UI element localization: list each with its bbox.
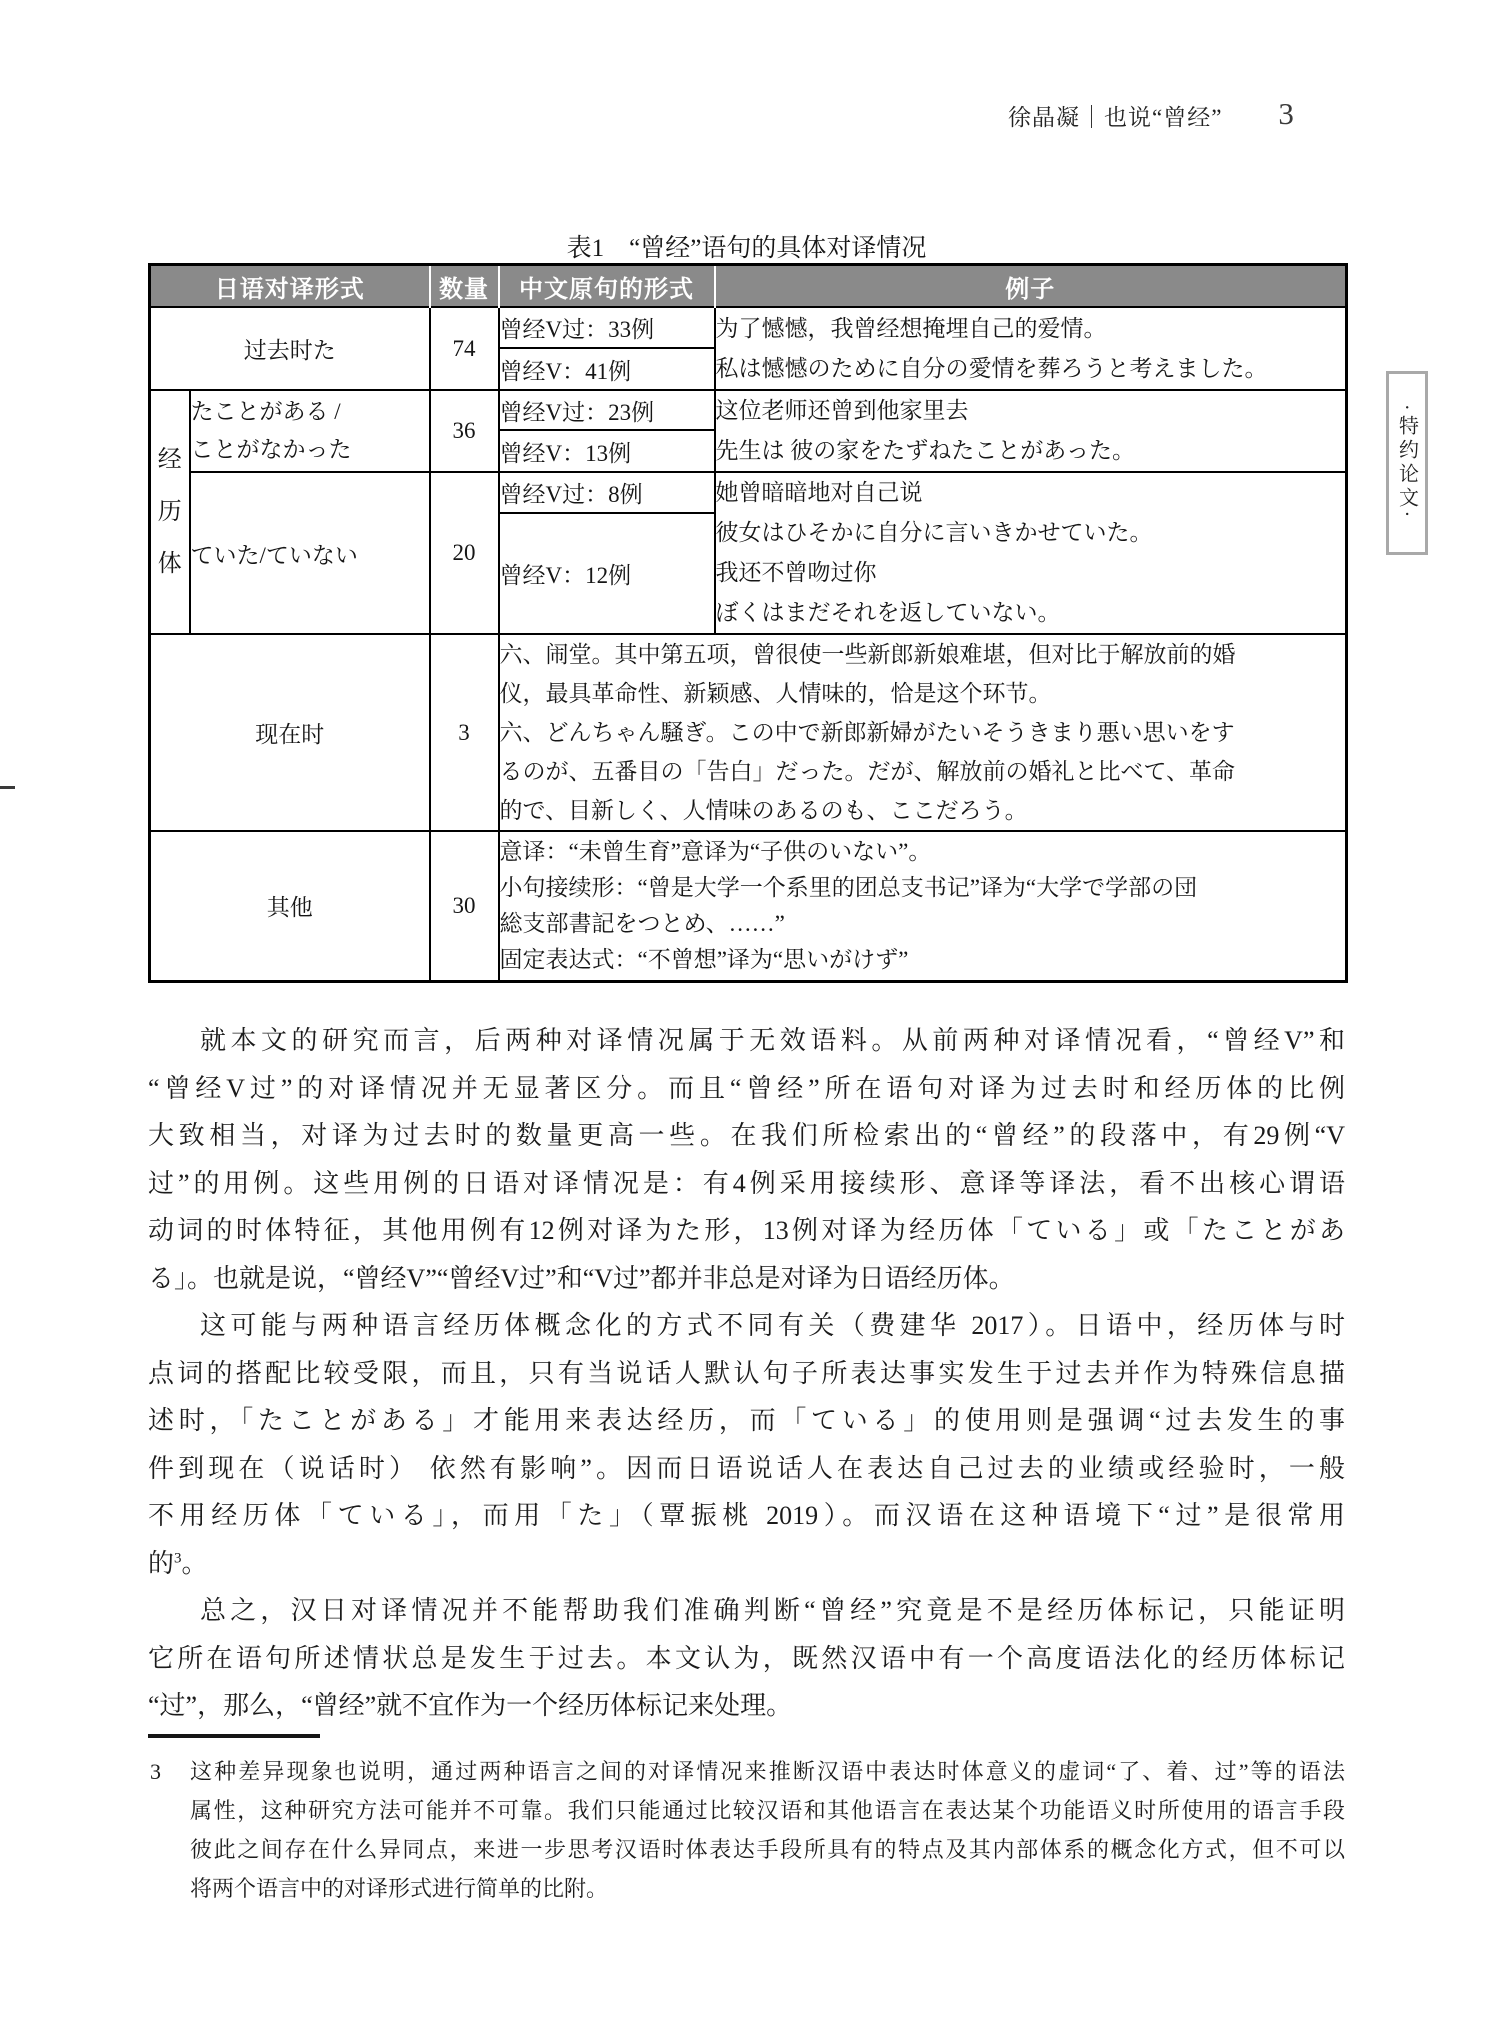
table-caption: 表1 “曾经”语句的具体对译情况 xyxy=(566,235,927,262)
group-char: 经 xyxy=(157,447,182,473)
body-line: “过”，那么，“曾经”就不宜作为一个经历体标记来处理。 xyxy=(148,1691,793,1720)
cell-r1-count: 74 xyxy=(430,307,499,390)
cell-r1-examples xyxy=(715,307,1347,390)
body-line xyxy=(148,1540,1345,1588)
example-line: 她曾暗暗地对自己说 xyxy=(715,480,923,505)
example-line: 総支部書記をつとめ、……” xyxy=(499,910,785,936)
cell-r2-examples xyxy=(715,390,1347,472)
body-line: 件到现在（说话时） 依然有影响”。因而日语说话人在表达自己过去的业绩或经验时，一般 xyxy=(148,1453,1345,1483)
footnote xyxy=(148,1752,1345,1908)
cell-r2-cn2: 曾经V：13例 xyxy=(499,430,715,472)
section-tab xyxy=(1386,371,1428,555)
header-japanese-form: 日语对译形式 xyxy=(150,265,430,308)
footnote-reference: 3 xyxy=(174,1549,182,1566)
running-head xyxy=(1008,96,1294,132)
body-text: 的 xyxy=(148,1548,175,1578)
body-line: 不用经历体「ている」，而用「た」（覃振桃 2019）。而汉语在这种语境下“过”是很常用 xyxy=(148,1501,1345,1530)
header-example: 例子 xyxy=(715,265,1347,308)
cell-r5-form: 其他 xyxy=(150,831,430,981)
example-line: 的で、目新しく、人情味のあるのも、ここだろう。 xyxy=(499,798,1028,823)
page-number: 3 xyxy=(1278,96,1294,131)
article-body xyxy=(148,1017,1345,1730)
example-line: 这位老师还曾到他家里去 xyxy=(715,398,969,423)
group-char: 体 xyxy=(157,551,182,577)
body-text: 。 xyxy=(181,1548,208,1578)
table-row xyxy=(150,472,1347,513)
running-title: 徐晶凝｜也说“曾经” xyxy=(1008,105,1223,130)
cell-r1-cn1: 曾经V过：33例 xyxy=(499,307,715,348)
body-line: 总之，汉日对译情况并不能帮助我们准确判断“曾经”究竟是不是经历体标记，只能证明 xyxy=(200,1596,1345,1625)
example-line: 意译：“未曾生育”意译为“子供のいない”。 xyxy=(499,838,932,864)
cell-r1-form: 过去时た xyxy=(150,307,430,390)
example-line: 仪，最具革命性、新颖感、人情味的，恰是这个环节。 xyxy=(499,681,1052,706)
cell-r3-examples xyxy=(715,472,1347,634)
cell-r5-examples xyxy=(499,831,1347,981)
footnote-separator xyxy=(148,1734,320,1738)
table-header-row xyxy=(150,265,1347,308)
example-line: 彼女はひそかに自分に言いきかせていた。 xyxy=(715,520,1153,545)
example-line: るのが、五番目の「告白」だった。だが、解放前の婚礼と比べて、革命 xyxy=(499,759,1236,784)
cell-r4-form: 现在时 xyxy=(150,634,430,831)
form-line: たことがある / xyxy=(190,399,341,424)
example-line: 六、闹堂。其中第五项，曾很使一些新郎新娘难堪，但对比于解放前的婚 xyxy=(499,642,1236,667)
left-margin-mark xyxy=(0,786,15,789)
body-line: 动词的时体特征，其他用例有12例对译为た形，13例对译为经历体「ている」或「たことがあ xyxy=(148,1216,1345,1245)
footnote-line: 这种差异现象也说明，通过两种语言之间的对译情况来推断汉语中表达时体意义的虚词“了、着、过”等的语法 xyxy=(190,1759,1345,1784)
section-tab-label: ·特约论文· xyxy=(1395,404,1418,522)
body-line: る」。也就是说，“曾经V”“曾经V过”和“V过”都并非总是对译为日语经历体。 xyxy=(148,1263,1015,1293)
cell-r5-count: 30 xyxy=(430,831,499,981)
example-line: 私は憾憾のために自分の愛情を葬ろうと考えました。 xyxy=(715,355,1268,381)
group-char: 历 xyxy=(157,499,182,525)
table-row xyxy=(150,307,1347,348)
example-line: 为了憾憾，我曾经想掩埋自己的爱情。 xyxy=(715,315,1107,341)
table-row xyxy=(150,634,1347,831)
body-line: 点词的搭配比较受限，而且，只有当说话人默认句子所表达事实发生于过去并作为特殊信息描 xyxy=(148,1358,1345,1388)
example-line: 先生は 彼の家をたずねたことがあった。 xyxy=(715,438,1136,463)
cell-r4-examples xyxy=(499,634,1347,831)
cell-r2-form xyxy=(190,390,430,472)
body-line: 大致相当，对译为过去时的数量更高一些。在我们所检索出的“曾经”的段落中，有29例“V xyxy=(148,1121,1345,1150)
footnote-number: 3 xyxy=(150,1759,161,1784)
body-line: 这可能与两种语言经历体概念化的方式不同有关（费建华 2017）。日语中，经历体与时 xyxy=(200,1311,1345,1340)
body-line: “曾经V过”的对译情况并无显著区分。而且“曾经”所在语句对译为过去时和经历体的比例 xyxy=(148,1073,1345,1103)
table-row xyxy=(150,390,1347,430)
cell-r3-form: ていた/ていない xyxy=(190,472,430,634)
example-line: 固定表达式：“不曾想”译为“思いがけず” xyxy=(499,946,909,972)
translation-table xyxy=(148,263,1348,983)
cell-r1-cn2: 曾经V：41例 xyxy=(499,348,715,390)
cell-r2-cn1: 曾经V过：23例 xyxy=(499,390,715,430)
body-line: 就本文的研究而言，后两种对译情况属于无效语料。从前两种对译情况看，“曾经V”和 xyxy=(200,1026,1345,1055)
example-line: ぼくはまだそれを返していない。 xyxy=(715,600,1061,625)
example-line: 我还不曾吻过你 xyxy=(715,560,877,585)
cell-r3-count: 20 xyxy=(430,472,499,634)
example-line: 六、どんちゃん騒ぎ。この中で新郎新婦がたいそうきまり悪い思いをす xyxy=(499,720,1235,745)
footnote-line: 属性，这种研究方法可能并不可靠。我们只能通过比较汉语和其他语言在表达某个功能语义时所使用的语言手段 xyxy=(190,1798,1345,1823)
cell-r3-cn2: 曾经V：12例 xyxy=(499,513,715,635)
table-row xyxy=(150,831,1347,981)
header-chinese-form: 中文原句的形式 xyxy=(499,265,715,308)
footnote-line: 彼此之间存在什么异同点，来进一步思考汉语时体表达手段所具有的特点及其内部体系的概念化方式，但不可以 xyxy=(190,1837,1345,1862)
example-line: 小句接续形：“曾是大学一个系里的团总支书记”译为“大学で学部の団 xyxy=(499,874,1198,900)
footnote-body xyxy=(148,1752,1345,1908)
cell-group-experiential xyxy=(150,390,190,634)
footnote-line: 将两个语言中的对译形式进行简单的比附。 xyxy=(190,1876,609,1901)
header-count: 数量 xyxy=(430,265,499,308)
body-line: 它所在语句所述情状总是发生于过去。本文认为，既然汉语中有一个高度语法化的经历体标记 xyxy=(148,1643,1345,1673)
cell-r2-count: 36 xyxy=(430,390,499,472)
body-line: 述时，「たことがある」才能用来表达经历，而「ている」的使用则是强调“过去发生的事 xyxy=(148,1406,1345,1435)
cell-r3-cn1: 曾经V过：8例 xyxy=(499,472,715,513)
body-line: 过”的用例。这些用例的日语对译情况是：有4例采用接续形、意译等译法，看不出核心谓语 xyxy=(148,1168,1345,1198)
cell-r4-count: 3 xyxy=(430,634,499,831)
form-line: ことがなかった xyxy=(190,437,352,462)
